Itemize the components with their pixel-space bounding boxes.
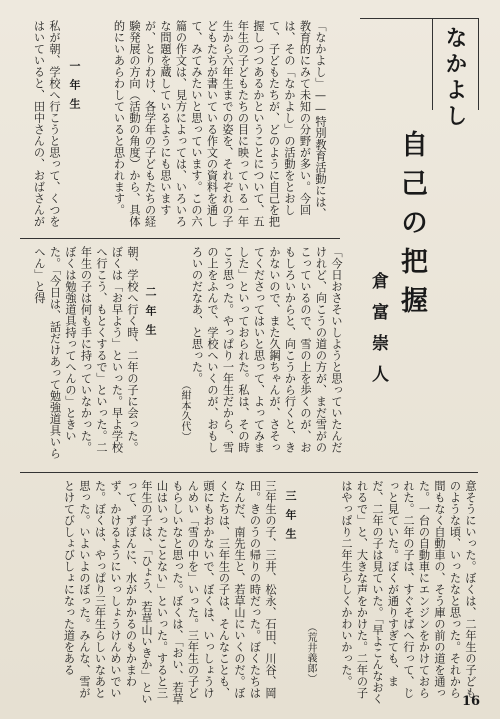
heading-second-grade: 二年生: [144, 286, 157, 343]
header-rule-left: [432, 18, 433, 110]
bottom-text-1: 意そうにいった。ぼくは、二年生の子どものような頃、いったなと思った。それから間もなく自動車の、そう庫の前の道を通った。一台の自動車にエンジンをかけておられた。二年の子は、すぐそばへ行って、じっと見ていた。ぼくが通りすぎても、まだ、二年の子は見ていた。「早よこんなおくれるで」と、大きな声をかけた。二年の子はやっぱり二年生らしくかわいかった。: [340, 480, 477, 705]
divider-top: [20, 238, 340, 239]
page-number: 16: [462, 694, 481, 709]
second-grade-text: 朝、学校へ行く時、二年の子に会った。ぼくは「お早よう」といった。早よ学校へ行こう、もとくするで」といった。二年生の子は何も手に持っていなかった。ぼくは勉強道具持ってへんの」ときいた。「今日は、話だけあって勉強道具いらへん」と得: [33, 246, 139, 459]
heading-third-grade: 三年生: [284, 490, 297, 547]
header-rule-top: [360, 18, 478, 19]
article-author: 倉富崇人: [368, 272, 388, 396]
header-rule-right: [478, 18, 479, 110]
third-grade-text: 三年生の子、三井、松永、石田、川谷、岡田。きのうの帰りの時だった。ぼくたちはなんだ、南先生と、若草山にいくのだ。ぼくたちは、三年生の子は、そんなことも、頭にもおかないで、ぼくは、いっしょうけんめい「雪の中を」いった。三年生の子どもらしいなと思った。ぼくは、「おい、若草山はいったことない」といった。すると三年生の子は、「ひょう、若草山いきか」といって、ずぼんに、水がかかるのもかまわず、かけるようにいっしょうけんめいでいた。ぼくは、やっぱり三年生らしいなあと思った。いよいよのぼった。みんな、雪がとけてびしょびしょになった道をある: [62, 480, 277, 705]
intro-text: 「なかよし」——特別教育活動には、教育的にみて未知の分野が多い。今回は、その「なかよし」の活動をとおして、子どもたちが、どのように自己を把握しつつあるかということについて、五年生の子どもたちの目に映っている一年生から六年生までの姿を、それぞれの子どもたちが書いている作文の資料を通して、みてみたいと思っています。この六篇の作文は、見方によっては、いろいろな問題を蔵しているようにも思いますが、とりわけ、各学年の子どもたちの経験発展の方向（活動の角度）から、具体的にいあらわしていると思われます。: [112, 20, 327, 227]
divider-bottom: [20, 472, 478, 473]
middle-text-1: 「今日おさそいしようと思っていたんだけれど、向こうの道の方が、まだ雪がのこっているので、雪の上を歩くのが、おもしろいからと、向こうから行くと、きかないので、また久鋼ちゃんが、さそってくださってはいと思って、よってみました」といっておられた。私は、その時こう思った。やっぱり一年生だから、雪の上をふんで、学校へいくのが、おもしろいのだなあ、と思った。: [190, 246, 343, 453]
article-title: 自己の把握: [396, 130, 427, 325]
heading-first-grade: 一年生: [68, 60, 81, 117]
signature-2: （荒井義郎）: [305, 622, 316, 684]
section-title: なかよし: [442, 26, 468, 130]
first-grade-text: 私が朝、学校へ行こうと思って、くつをはいていると、田中さんの、おばさんが: [32, 20, 61, 227]
signature-1: （紺本久代）: [179, 380, 190, 442]
